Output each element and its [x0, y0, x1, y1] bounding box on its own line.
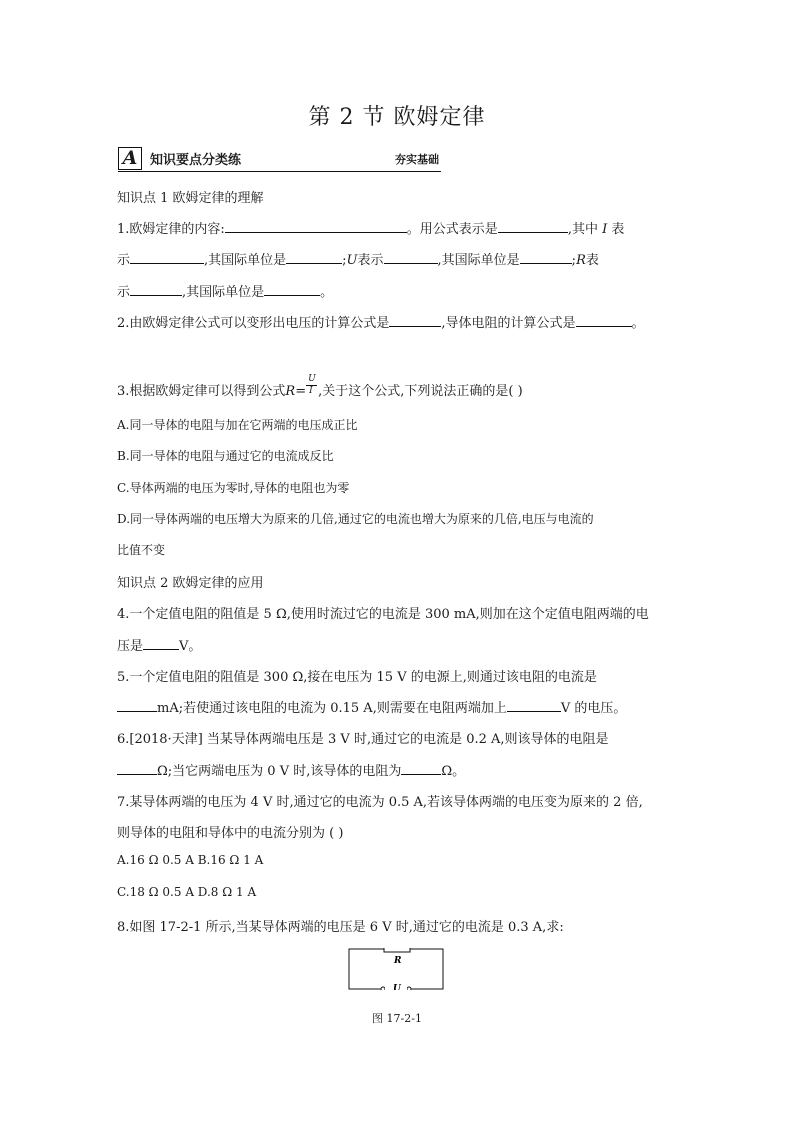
q4-text: V。 — [179, 639, 202, 654]
wire — [349, 949, 384, 962]
resistor-icon — [384, 948, 410, 952]
resistor-label: R — [394, 956, 402, 966]
question-1-line-3 — [117, 281, 333, 300]
q1-text: 示 — [117, 253, 131, 268]
source-label: U — [393, 984, 401, 990]
q3-option-c: C.导体两端的电压为零时,导体的电阻也为零 — [117, 481, 350, 495]
q3-option-d-cont: 比值不变 — [117, 543, 166, 557]
denominator: I — [309, 386, 313, 396]
blank[interactable] — [225, 221, 407, 233]
section-name: 知识要点分类练 — [150, 153, 242, 168]
question-3 — [117, 374, 523, 399]
q3-text: ,关于这个公式,下列说法正确的是( ) — [318, 384, 523, 399]
q1-text: ,其中 — [567, 222, 598, 237]
blank[interactable] — [286, 252, 342, 264]
q1-text: 。用公式表示是 — [406, 222, 498, 237]
terminal-icon — [381, 987, 385, 990]
blank[interactable] — [130, 252, 204, 264]
question-6-line-2 — [117, 760, 465, 779]
section-tag: 夯实基础 — [395, 153, 439, 166]
q2-text: 2.由欧姆定律公式可以变形出电压的计算公式是 — [117, 316, 390, 331]
section-banner — [118, 147, 441, 173]
q5-text: V 的电压。 — [560, 701, 627, 716]
q2-text: ,导体电阻的计算公式是 — [441, 316, 576, 331]
q1-text: 表 — [611, 222, 625, 237]
blank[interactable] — [117, 763, 157, 775]
q1-text: 表示 — [357, 253, 384, 268]
question-8: 8.如图 17-2-1 所示,当某导体两端的电压是 6 V 时,通过它的电流是 0.3 A,求: — [117, 920, 564, 935]
fraction-u-over-i — [306, 374, 318, 397]
question-6-line-1: 6.[2018·天津] 当某导体两端电压是 3 V 时,通过它的电流是 0.2 A,则该导体的电阻是 — [117, 732, 609, 747]
question-4-line-2 — [117, 635, 201, 654]
page-title: 第 2 节 欧姆定律 — [308, 105, 486, 130]
question-2 — [117, 312, 645, 331]
numerator: U — [308, 374, 316, 384]
question-4-line-1: 4.一个定值电阻的阻值是 5 Ω,使用时流过它的电流是 300 mA,则加在这个定值电阻两端的电 — [117, 607, 649, 622]
question-1-line-2: 示 ,其国际单位是 ;U表示 ,其国际单位是 ;R表 — [117, 253, 599, 268]
knowledge-point-1: 知识点 1 欧姆定律的理解 — [117, 191, 264, 206]
q1-text: ,其国际单位是 — [437, 253, 520, 268]
q3-option-b: B.同一导体的电阻与通过它的电流成反比 — [117, 449, 334, 463]
terminal-icon — [407, 987, 411, 990]
blank[interactable] — [401, 763, 441, 775]
blank[interactable] — [264, 284, 320, 296]
symbol-u: U — [346, 253, 358, 268]
question-5-line-1: 5.一个定值电阻的阻值是 300 Ω,接在电压为 15 V 的电源上,则通过该电阻的电流是 — [117, 670, 597, 685]
blank[interactable] — [117, 700, 157, 712]
equals: = — [295, 384, 307, 399]
q1-text: 表 — [585, 253, 599, 268]
q6-text: Ω;当它两端电压为 0 V 时,该导体的电阻为 — [157, 764, 402, 779]
q7-options-ab: A.16 Ω 0.5 A B.16 Ω 1 A — [117, 853, 264, 867]
banner-underline — [118, 171, 441, 172]
wire — [349, 949, 443, 989]
q3-option-d: D.同一导体两端的电压增大为原来的几倍,通过它的电流也增大为原来的几倍,电压与电流的 — [117, 512, 594, 526]
blank[interactable] — [143, 638, 179, 650]
blank[interactable] — [498, 221, 568, 233]
blank[interactable] — [130, 284, 182, 296]
q1-text: ,其国际单位是 — [204, 253, 287, 268]
knowledge-point-2: 知识点 2 欧姆定律的应用 — [117, 576, 264, 591]
circuit-diagram — [348, 948, 444, 990]
symbol-i: I — [602, 222, 608, 237]
question-7-line-2: 则导体的电阻和导体中的电流分别为 ( ) — [117, 826, 344, 841]
q4-text: 压是 — [117, 639, 144, 654]
question-5-line-2 — [117, 697, 626, 716]
symbol-r: R — [576, 253, 586, 268]
section-badge-icon: A — [118, 147, 142, 170]
q3-text: 3.根据欧姆定律可以得到公式 — [117, 384, 286, 399]
q1-text: 示 — [117, 285, 131, 300]
question-1-line-1 — [117, 218, 624, 237]
q1-text: 1.欧姆定律的内容: — [117, 222, 225, 237]
blank[interactable] — [520, 252, 572, 264]
blank[interactable] — [389, 315, 441, 327]
blank[interactable] — [576, 315, 632, 327]
q3-option-a: A.同一导体的电阻与加在它两端的电压成正比 — [117, 418, 358, 432]
q7-options-cd: C.18 Ω 0.5 A D.8 Ω 1 A — [117, 885, 257, 899]
q6-text: Ω。 — [441, 764, 466, 779]
q1-text: 。 — [320, 285, 334, 300]
blank[interactable] — [507, 700, 561, 712]
q1-text: ,其国际单位是 — [182, 285, 265, 300]
q5-text: mA;若使通过该电阻的电流为 0.15 A,则需要在电阻两端加上 — [157, 701, 507, 716]
blank[interactable] — [384, 252, 438, 264]
q2-text: 。 — [631, 316, 645, 331]
figure-caption: 图 17-2-1 — [372, 1012, 422, 1025]
question-7-line-1: 7.某导体两端的电压为 4 V 时,通过它的电流为 0.5 A,若该导体两端的电压变为原来的 2 倍, — [117, 795, 643, 810]
symbol-r: R — [285, 384, 296, 399]
